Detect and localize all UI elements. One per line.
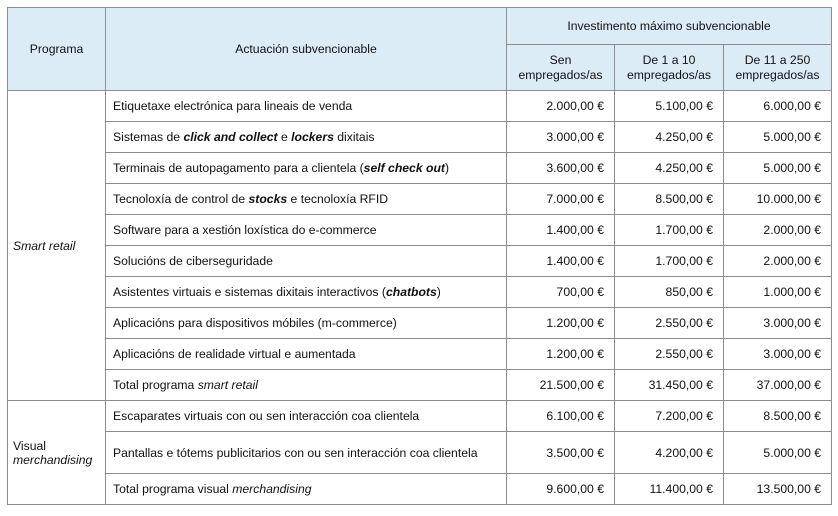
value-sen: 1.200,00 €: [507, 308, 615, 339]
actuacion-cell: [106, 401, 507, 432]
value-1-10: 11.400,00 €: [615, 474, 724, 505]
value-1-10: 2.550,00 €: [615, 339, 724, 370]
actuacion-text: dixitais: [333, 130, 375, 144]
value-11-250: 5.000,00 €: [724, 153, 832, 184]
value-11-250: 8.500,00 €: [724, 401, 832, 432]
value-11-250: 3.000,00 €: [724, 308, 832, 339]
value-1-10: 1.700,00 €: [615, 246, 724, 277]
actuacion-text: Total programa: [113, 378, 198, 392]
table-row: [8, 401, 832, 432]
value-11-250: 5.000,00 €: [724, 122, 832, 153]
value-sen: 1.400,00 €: [507, 246, 615, 277]
value-11-250: 13.500,00 €: [724, 474, 832, 505]
actuacion-text: Tecnoloxía de control de: [113, 192, 249, 206]
table-row: [8, 215, 832, 246]
value-sen: 7.000,00 €: [507, 184, 615, 215]
value-sen: 2.000,00 €: [507, 91, 615, 122]
table-row: [8, 277, 832, 308]
actuacion-text: ): [444, 161, 450, 175]
table-row: [8, 246, 832, 277]
program-name-line1: Visual: [13, 438, 46, 453]
value-1-10: 8.500,00 €: [615, 184, 724, 215]
actuacion-emphasis: smart retail: [197, 378, 258, 392]
actuacion-text: ): [436, 285, 441, 299]
actuacion-text: Aplicacións de realidade virtual e aumentada: [113, 347, 356, 361]
actuacion-cell: [106, 91, 507, 122]
header-col-11-250-line1: De 11 a 250: [744, 52, 811, 67]
actuacion-cell: [106, 215, 507, 246]
program-name-line2: merchandising: [13, 452, 93, 467]
actuacion-cell: [106, 277, 507, 308]
value-sen: 3.000,00 €: [507, 122, 615, 153]
table-body: [8, 91, 832, 505]
value-11-250: 5.000,00 €: [724, 432, 832, 474]
header-col-1-10-line2: empregados/as: [626, 67, 711, 82]
actuacion-text: Solucións de ciberseguridade: [113, 254, 273, 268]
table-row: [8, 184, 832, 215]
value-sen: 9.600,00 €: [507, 474, 615, 505]
actuacion-cell: [106, 184, 507, 215]
value-sen: 1.200,00 €: [507, 339, 615, 370]
value-11-250: 6.000,00 €: [724, 91, 832, 122]
actuacion-text: Terminais de autopagamento para a clientela (: [113, 161, 364, 175]
actuacion-cell: [106, 474, 507, 505]
table-row-total: [8, 474, 832, 505]
program-name: Smart retail: [13, 238, 76, 253]
header-col-11-250: [724, 45, 832, 91]
value-sen: 1.400,00 €: [507, 215, 615, 246]
header-col-sen: [507, 45, 615, 91]
header-col-1-10: [615, 45, 724, 91]
actuacion-cell: [106, 370, 507, 401]
header-programa: Programa: [8, 8, 106, 91]
header-actuacion: Actuación subvencionable: [106, 8, 507, 91]
actuacion-emphasis: stocks: [248, 192, 288, 206]
actuacion-text: e: [277, 130, 292, 144]
header-col-sen-line1: Sen: [549, 52, 572, 67]
actuacion-text: Asistentes virtuais e sistemas dixitais interactivos (: [113, 285, 386, 299]
header-col-sen-line2: empregados/as: [518, 67, 603, 82]
table-row: [8, 308, 832, 339]
table-row-total: [8, 370, 832, 401]
actuacion-emphasis: self check out: [363, 161, 445, 175]
actuacion-text: Software para a xestión loxística do e-commerce: [113, 223, 377, 237]
actuacion-text: Aplicacións para dispositivos móbiles (m-commerce): [113, 316, 397, 330]
value-1-10: 4.200,00 €: [615, 432, 724, 474]
actuacion-text: Escaparates virtuais con ou sen interacción coa clientela: [113, 409, 420, 423]
actuacion-cell: [106, 122, 507, 153]
value-sen: 3.600,00 €: [507, 153, 615, 184]
value-sen: 700,00 €: [507, 277, 615, 308]
actuacion-text: Total programa visual: [113, 482, 233, 496]
program-smart-retail: [8, 91, 106, 401]
value-1-10: 850,00 €: [615, 277, 724, 308]
actuacion-text: Pantallas e tótems publicitarios con ou sen interacción coa clientela: [113, 445, 478, 460]
value-sen: 21.500,00 €: [507, 370, 615, 401]
table-row: [8, 153, 832, 184]
value-11-250: 10.000,00 €: [724, 184, 832, 215]
value-1-10: 4.250,00 €: [615, 153, 724, 184]
value-11-250: 2.000,00 €: [724, 215, 832, 246]
value-1-10: 5.100,00 €: [615, 91, 724, 122]
value-11-250: 1.000,00 €: [724, 277, 832, 308]
actuacion-cell: [106, 153, 507, 184]
actuacion-cell: [106, 339, 507, 370]
table-row: [8, 339, 832, 370]
value-1-10: 7.200,00 €: [615, 401, 724, 432]
value-sen: 3.500,00 €: [507, 432, 615, 474]
value-11-250: 2.000,00 €: [724, 246, 832, 277]
program-visual-merchandising: [8, 401, 106, 505]
table-row: [8, 122, 832, 153]
actuacion-emphasis: lockers: [291, 130, 334, 144]
actuacion-text: Etiquetaxe electrónica para lineais de venda: [113, 99, 353, 113]
value-11-250: 37.000,00 €: [724, 370, 832, 401]
actuacion-cell: [106, 246, 507, 277]
value-1-10: 31.450,00 €: [615, 370, 724, 401]
header-col-1-10-line1: De 1 a 10: [642, 52, 696, 67]
actuacion-emphasis: chatbots: [385, 285, 437, 299]
actuacion-emphasis: merchandising: [232, 482, 312, 496]
actuacion-cell: [106, 308, 507, 339]
value-1-10: 2.550,00 €: [615, 308, 724, 339]
table-row: [8, 432, 832, 474]
value-sen: 6.100,00 €: [507, 401, 615, 432]
value-1-10: 4.250,00 €: [615, 122, 724, 153]
actuacion-text: Sistemas de: [113, 130, 184, 144]
subsidy-table: [7, 7, 832, 505]
actuacion-emphasis: click and collect: [183, 130, 278, 144]
header-col-11-250-line2: empregados/as: [735, 67, 820, 82]
header-investimento: Investimento máximo subvencionable: [507, 8, 832, 45]
actuacion-text: e tecnoloxía RFID: [287, 192, 389, 206]
actuacion-cell: [106, 432, 507, 474]
table-row: [8, 91, 832, 122]
value-11-250: 3.000,00 €: [724, 339, 832, 370]
value-1-10: 1.700,00 €: [615, 215, 724, 246]
